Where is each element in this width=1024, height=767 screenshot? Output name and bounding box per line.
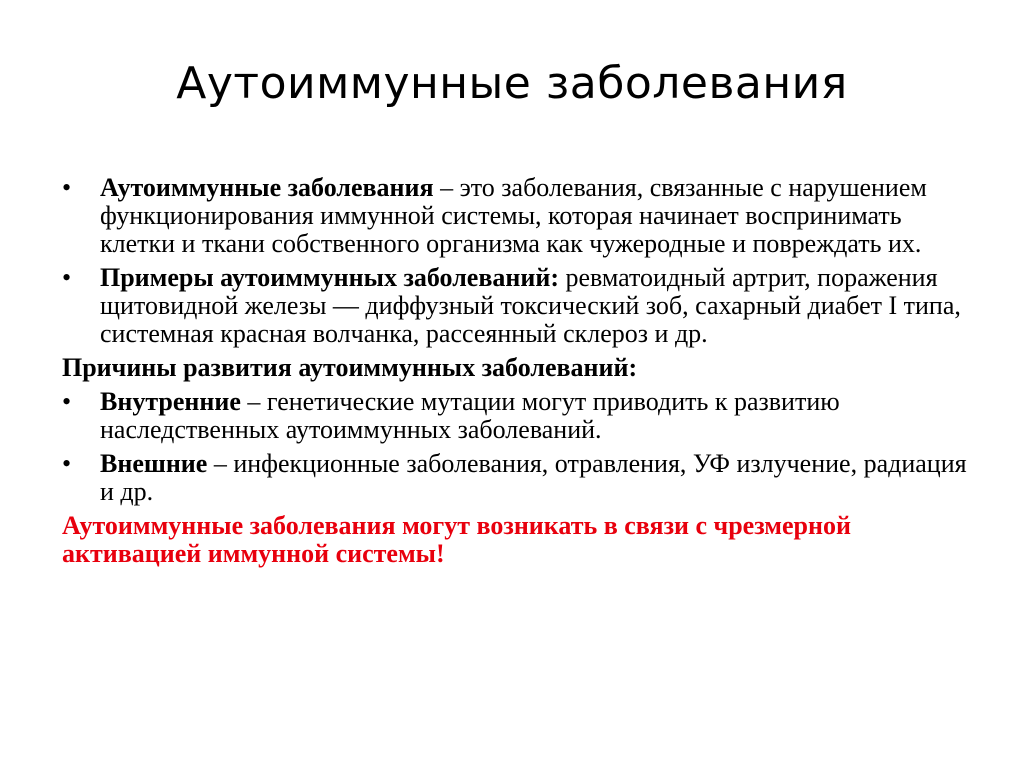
bullet-text: – это заболевания, связанные с нарушением функционирования иммунной системы, которая начинает воспринимать клетки и ткани собственного организма как чужеродные и повреждать их. [100, 173, 927, 258]
slide-title: Аутоиммунные заболевания [176, 58, 848, 109]
bullet-icon: • [62, 449, 72, 478]
bullet-item-definition [62, 174, 982, 258]
bullet-text: – генетические мутации могут приводить к развитию наследственных аутоиммунных заболеваний. [100, 387, 840, 444]
bullet-icon: • [62, 173, 72, 202]
conclusion-text: Аутоиммунные заболевания могут возникать в связи с чрезмерной активацией иммунной системы! [62, 511, 851, 568]
slide-content [62, 174, 982, 568]
bullet-term: Внутренние [100, 387, 241, 416]
causes-heading: Причины развития аутоиммунных заболеваний: [62, 353, 638, 382]
bullet-text: ревматоидный артрит, поражения щитовидной железы — диффузный токсический зоб, сахарный диабет I типа, системная красная волчанка, рассеянный склероз и др. [100, 263, 961, 348]
bullet-icon: • [62, 387, 72, 416]
bullet-text: – инфекционные заболевания, отравления, УФ излучение, радиация и др. [100, 449, 967, 506]
bullet-item-examples [62, 264, 982, 348]
bullet-term: Аутоиммунные заболевания [100, 173, 434, 202]
bullet-item-external-causes [62, 450, 982, 506]
bullet-term: Внешние [100, 449, 208, 478]
bullet-icon: • [62, 263, 72, 292]
bullet-term: Примеры аутоиммунных заболеваний: [100, 263, 559, 292]
bullet-item-internal-causes [62, 388, 982, 444]
